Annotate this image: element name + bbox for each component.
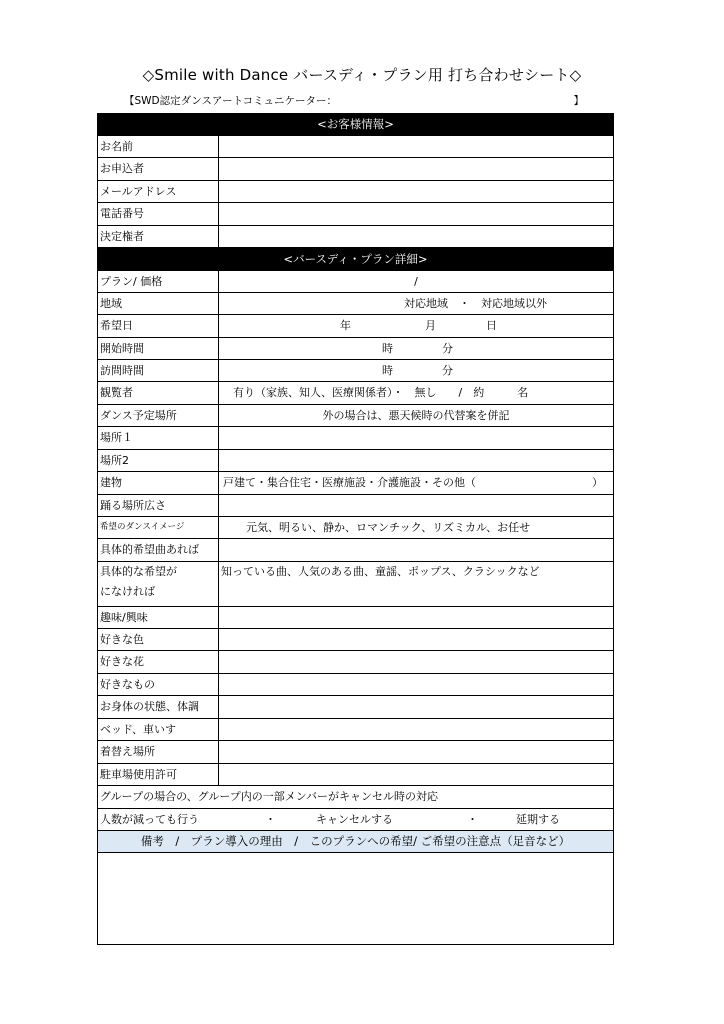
label-line-1: 具体的な希望が: [100, 565, 177, 578]
row-flower: [98, 651, 613, 674]
minute-unit: 分: [442, 342, 453, 355]
decision-maker-field[interactable]: [219, 226, 613, 247]
row-place2: [98, 450, 613, 472]
remarks-area[interactable]: [98, 853, 613, 944]
area-field[interactable]: [219, 293, 613, 314]
no-specific-field[interactable]: [219, 562, 613, 606]
field-label: メールアドレス: [98, 181, 219, 202]
field-value: 知っている曲、人気のある曲、童謡、ポップス、クラシックなど: [221, 565, 540, 578]
phone-field[interactable]: [219, 203, 613, 225]
date-field[interactable]: [219, 315, 613, 337]
row-date: [98, 315, 613, 338]
place1-field[interactable]: [219, 427, 613, 449]
dance-area-field[interactable]: [219, 495, 613, 516]
song-field[interactable]: [219, 539, 613, 561]
field-label: 場所１: [98, 427, 219, 449]
row-name: [98, 136, 613, 158]
hour-unit: 時: [382, 342, 393, 355]
row-group-options[interactable]: [98, 809, 613, 831]
dance-image-field[interactable]: [219, 517, 613, 538]
section-title: <お客様情報>: [317, 117, 394, 131]
field-label: 好きな色: [98, 629, 219, 650]
remarks-header: [98, 831, 613, 853]
venue-field[interactable]: [219, 405, 613, 426]
booking-form: [97, 113, 614, 945]
field-value: /: [414, 275, 418, 288]
field-label: 好きな花: [98, 651, 219, 673]
section-title: <バースディ・プラン詳細>: [283, 252, 428, 266]
row-bed: [98, 719, 613, 741]
row-area: [98, 293, 613, 315]
field-label: 開始時間: [98, 338, 219, 359]
remarks-header-text: 備考 / プラン導入の理由 / このプランへの希望/ ご希望の注意点（足音など）: [140, 834, 571, 848]
field-label: ダンス予定場所: [98, 405, 219, 426]
section-header-plan-details: [98, 248, 613, 271]
row-start-time: [98, 338, 613, 360]
year-unit: 年: [340, 319, 351, 332]
option-proceed[interactable]: 人数が減っても行う: [100, 813, 199, 826]
certifier-line: [124, 93, 584, 108]
changing-field[interactable]: [219, 741, 613, 763]
field-label: 希望日: [98, 315, 219, 337]
name-field[interactable]: [219, 136, 613, 157]
plan-price-field[interactable]: [219, 271, 613, 292]
group-note: グループの場合の、グループ内の一部メンバーがキャンセル時の対応: [100, 790, 439, 803]
field-label: 電話番号: [98, 203, 219, 225]
parking-field[interactable]: [219, 764, 613, 785]
field-value: 対応地域 ・ 対応地域以外: [404, 297, 547, 310]
thing-field[interactable]: [219, 674, 613, 695]
field-label: 建物: [98, 472, 219, 494]
row-color: [98, 629, 613, 651]
color-field[interactable]: [219, 629, 613, 650]
field-label: 場所2: [98, 450, 219, 471]
field-label: 観覧者: [98, 382, 219, 404]
row-audience: [98, 382, 613, 405]
field-label: お身体の状態、体調: [98, 696, 219, 718]
row-place1: [98, 427, 613, 450]
field-label: ベッド、車いす: [98, 719, 219, 740]
field-label: 決定権者: [98, 226, 219, 247]
field-value: 元気、明るい、静か、ロマンチック、リズミカル、お任せ: [246, 521, 531, 534]
audience-field[interactable]: [219, 382, 613, 404]
building-field[interactable]: [219, 472, 613, 494]
field-label: 駐車場使用許可: [98, 764, 219, 785]
field-label: お名前: [98, 136, 219, 157]
visit-time-field[interactable]: [219, 360, 613, 381]
row-changing: [98, 741, 613, 764]
field-label: 着替え場所: [98, 741, 219, 763]
field-label: 訪問時間: [98, 360, 219, 381]
row-dance-area: [98, 495, 613, 517]
row-health: [98, 696, 613, 719]
day-unit: 日: [486, 319, 497, 332]
field-label: 好きなもの: [98, 674, 219, 695]
field-label: 踊る場所広さ: [98, 495, 219, 516]
label-line-2: になければ: [100, 585, 155, 598]
field-label: お申込者: [98, 158, 219, 180]
option-cancel[interactable]: キャンセルする: [316, 813, 393, 826]
row-hobby: [98, 607, 613, 629]
bed-field[interactable]: [219, 719, 613, 740]
field-label: プラン/ 価格: [98, 271, 219, 292]
field-label: 趣味/興味: [98, 607, 219, 628]
health-field[interactable]: [219, 696, 613, 718]
row-dance-image: [98, 517, 613, 539]
section-header-customer-info: [98, 114, 613, 136]
field-value: 有り（家族、知人、医療関係者）・ 無し / 約 名: [233, 386, 529, 399]
month-unit: 月: [425, 319, 436, 332]
row-song: [98, 539, 613, 562]
close-paren: ）: [592, 476, 603, 489]
applicant-field[interactable]: [219, 158, 613, 180]
row-visit-time: [98, 360, 613, 382]
place2-field[interactable]: [219, 450, 613, 471]
row-group-note: [98, 786, 613, 809]
row-decision-maker: [98, 226, 613, 248]
option-postpone[interactable]: 延期する: [516, 813, 560, 826]
field-label: [98, 562, 219, 606]
row-phone: [98, 203, 613, 226]
certifier-close-bracket: 】: [573, 95, 584, 107]
flower-field[interactable]: [219, 651, 613, 673]
row-applicant: [98, 158, 613, 181]
field-value: 外の場合は、悪天候時の代替案を併記: [322, 409, 510, 422]
row-thing: [98, 674, 613, 696]
field-value: 戸建て・集合住宅・医療施設・介護施設・その他（: [223, 476, 476, 489]
row-email: [98, 181, 613, 203]
field-label: 地域: [98, 293, 219, 314]
hobby-field[interactable]: [219, 607, 613, 628]
row-building: [98, 472, 613, 495]
field-label: 具体的希望曲あれば: [98, 539, 219, 561]
certifier-label: 【SWD認定ダンスアートコミュニケーター：: [124, 95, 337, 107]
start-time-field[interactable]: [219, 338, 613, 359]
hour-unit: 時: [382, 364, 393, 377]
sheet-title: ◇Smile with Dance バースディ・プラン用 打ち合わせシート◇: [142, 66, 582, 84]
row-no-specific: [98, 562, 613, 607]
row-parking: [98, 764, 613, 786]
minute-unit: 分: [442, 364, 453, 377]
field-label: 希望のダンスイメージ: [98, 517, 219, 538]
row-plan-price: [98, 271, 613, 293]
separator-dot: ・: [265, 813, 276, 826]
separator-dot: ・: [467, 813, 478, 826]
row-venue: [98, 405, 613, 427]
email-field[interactable]: [219, 181, 613, 202]
